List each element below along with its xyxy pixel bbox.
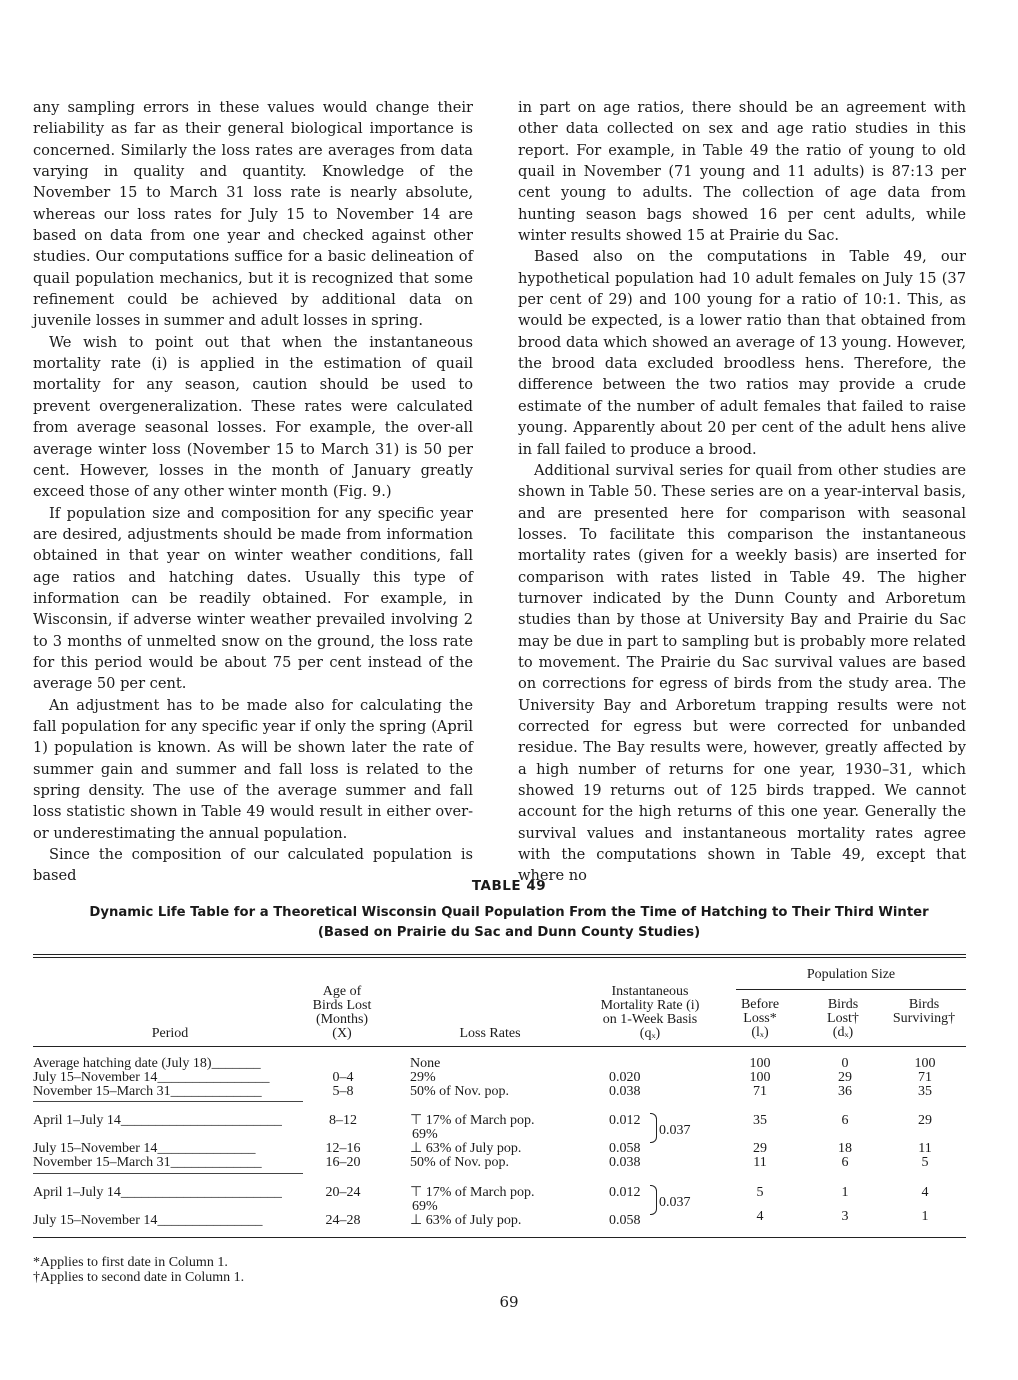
header-lost-line: Birds: [827, 997, 859, 1012]
paragraph: If population size and composition for any specific year are desired, adjustments should be made from information obtained in that year on winter weather conditions, fall age ratios and hatching dates. Usually this type of information can be readily obtained. For example, in Wisconsin, if adverse winter weather prevailed involving 2 to 3 months of unmelted snow on the ground, the loss rate for this period would be about 75 per cent instead of the average 50 per cent.: [33, 504, 473, 693]
footnote: †Applies to second date in Column 1.: [33, 1270, 245, 1285]
paragraph: Since the composition of our calculated population is based: [33, 846, 473, 885]
cell-period: Average hatching date (July 18)_______: [33, 1056, 261, 1071]
cell-period: July 15–November 14______________: [33, 1141, 256, 1156]
brace-symbol: [650, 1113, 657, 1143]
brace-symbol: [650, 1185, 657, 1215]
table-bottom-rule: [33, 1237, 966, 1238]
group-header-rule: [736, 989, 966, 990]
table-top-rule: [33, 954, 966, 955]
header-inst-line: on 1-Week Basis: [602, 1012, 698, 1027]
cell-loss: 29%: [410, 1070, 436, 1085]
cell-loss: ⊥ 63% of July pop.: [410, 1213, 522, 1228]
cell-loss: ⊥ 63% of July pop.: [410, 1141, 522, 1156]
cell-lost: 18: [838, 1141, 852, 1156]
cell-before: 4: [756, 1209, 764, 1224]
cell-lost: 1: [841, 1185, 849, 1200]
cell-age: 8–12: [329, 1113, 357, 1128]
left-text-column: [33, 97, 473, 887]
cell-before: 29: [753, 1141, 767, 1156]
cell-combined-inst: 0.037: [659, 1195, 691, 1210]
header-age-line: Age of: [322, 984, 362, 999]
cell-inst: 0.058: [609, 1213, 641, 1228]
period-group-rule: [33, 1173, 303, 1174]
cell-combined-loss: 69%: [412, 1127, 438, 1142]
cell-surviving: 5: [921, 1155, 929, 1170]
cell-inst: 0.012: [609, 1113, 641, 1128]
header-before-line: (lₓ): [751, 1025, 769, 1040]
table-title: [20, 903, 998, 943]
period-group-rule: [33, 1101, 303, 1102]
paragraph: Additional survival series for quail from other studies are shown in Table 50. These series are on a year-interval basis, and are presented here for comparison with seasonal losses. To facilitate this comparison the instantaneous mortality rates (given for a weekly basis) are inserted for comparison with rates listed in Table 49. The higher turnover indicated by the Dunn County and Arboretum studies than by those at University Bay and Prairie du Sac may be due in part to sampling but is probably more related to movement. The Prairie du Sac survival values are based on corrections for egress of birds from the study area. The University Bay and Arboretum trapping results were not corrected for egress but were corrected for unbanded residue. The Bay results were, however, greatly affected by a high number of returns for one year, 1930–31, which showed 19 returns out of 125 birds trapped. We cannot account for the high returns of this one year. Generally the survival values and instantaneous mortality rates agree with the computations shown in Table 49, except that where no: [518, 461, 966, 885]
cell-period: April 1–July 14_______________________: [33, 1185, 282, 1200]
cell-combined-loss: 69%: [412, 1199, 438, 1214]
cell-before: 100: [749, 1056, 771, 1071]
paragraph: any sampling errors in these values would change their reliability as far as their general biological importance is concerned. Similarly the loss rates are averages from data varying in quality and quantity. Knowledge of the November 15 to March 31 loss rate is nearly absolute, whereas our loss rates for July 15 to November 14 are based on data from one year and checked against other studies. Our computations suffice for a basic delineation of quail population mechanics, but it is recognized that some refinement could be achieved by additional data on juvenile losses in summer and adult losses in spring.: [33, 99, 473, 330]
header-before-line: Loss*: [743, 1011, 777, 1026]
cell-period: July 15–November 14________________: [33, 1070, 270, 1085]
header-loss-rates: Loss Rates: [459, 1026, 521, 1041]
cell-before: 71: [753, 1084, 767, 1099]
header-period: Period: [151, 1026, 189, 1041]
cell-period: November 15–March 31_____________: [33, 1155, 262, 1170]
cell-age: 16–20: [325, 1155, 361, 1170]
header-population-size: Population Size: [806, 967, 896, 982]
cell-age: 24–28: [325, 1213, 361, 1228]
header-inst-line: (qₓ): [639, 1026, 661, 1041]
cell-lost: 6: [841, 1113, 849, 1128]
cell-period: April 1–July 14_______________________: [33, 1113, 282, 1128]
cell-age: 20–24: [325, 1185, 361, 1200]
table-title-line: Dynamic Life Table for a Theoretical Wisconsin Quail Population From the Time of Hatching to Their Third Winter: [89, 905, 929, 920]
cell-surviving: 4: [921, 1185, 929, 1200]
header-age-line: Birds Lost: [312, 998, 372, 1013]
cell-before: 35: [753, 1113, 767, 1128]
cell-lost: 6: [841, 1155, 849, 1170]
table-header-rule: [33, 1046, 966, 1047]
header-lost-line: Lost†: [827, 1011, 859, 1026]
table-label: TABLE 49: [471, 878, 547, 894]
page-number: 69: [499, 1293, 519, 1311]
footnote: *Applies to first date in Column 1.: [33, 1255, 228, 1270]
paragraph: An adjustment has to be made also for calculating the fall population for any specific year if only the spring (April 1) population is known. As will be shown later the rate of summer gain and summer and fall loss is related to the spring density. The use of the average summer and fall loss statistic shown in Table 49 would result in either over- or underestimating the annual population.: [33, 696, 473, 842]
header-lost-line: (dₓ): [832, 1025, 854, 1040]
cell-lost: 29: [838, 1070, 852, 1085]
table-subtitle: (Based on Prairie du Sac and Dunn County Studies): [317, 925, 701, 940]
cell-before: 5: [756, 1185, 764, 1200]
header-inst-line: Mortality Rate (i): [600, 998, 700, 1013]
cell-surviving: 11: [918, 1141, 932, 1156]
cell-inst: 0.038: [609, 1155, 641, 1170]
cell-surviving: 29: [918, 1113, 932, 1128]
header-surviving-line: Surviving†: [892, 1011, 956, 1026]
cell-age: 12–16: [325, 1141, 361, 1156]
cell-surviving: 35: [918, 1084, 932, 1099]
paragraph: in part on age ratios, there should be an agreement with other data collected on sex and age ratio studies in this report. For example, in Table 49 the ratio of young to old quail in November (71 young and 11 adults) is 87:13 per cent young to adults. The collection of age data from hunting season bags showed 16 per cent adults, while winter results showed 15 at Prairie du Sac.: [518, 99, 966, 245]
cell-before: 100: [749, 1070, 771, 1085]
cell-loss: 50% of Nov. pop.: [410, 1084, 510, 1099]
cell-loss: None: [410, 1056, 441, 1071]
cell-lost: 36: [838, 1084, 852, 1099]
cell-age: 0–4: [332, 1070, 354, 1085]
cell-inst: 0.012: [609, 1185, 641, 1200]
cell-period: July 15–November 14_______________: [33, 1213, 263, 1228]
cell-age: 5–8: [332, 1084, 354, 1099]
table-top-rule: [33, 957, 966, 958]
header-age-line: (Months): [315, 1012, 369, 1027]
header-surviving-line: Birds: [908, 997, 940, 1012]
cell-surviving: 1: [921, 1209, 929, 1224]
cell-loss: ⊤ 17% of March pop.: [410, 1113, 535, 1128]
cell-before: 11: [753, 1155, 767, 1170]
cell-lost: 3: [841, 1209, 849, 1224]
header-before-line: Before: [740, 997, 780, 1012]
cell-combined-inst: 0.037: [659, 1123, 691, 1138]
cell-surviving: 71: [918, 1070, 932, 1085]
cell-inst: 0.058: [609, 1141, 641, 1156]
cell-lost: 0: [841, 1056, 849, 1071]
paragraph: We wish to point out that when the instantaneous mortality rate (i) is applied in the estimation of quail mortality for any season, caution should be used to prevent overgeneralization. These rates were calculated from average seasonal losses. For example, the over-all average winter loss (November 15 to March 31) is 50 per cent. However, losses in the month of January greatly exceed those of any other winter month (Fig. 9.): [33, 333, 473, 501]
header-inst-line: Instantaneous: [611, 984, 689, 999]
cell-surviving: 100: [914, 1056, 936, 1071]
paragraph: Based also on the computations in Table 49, our hypothetical population had 10 adult females on July 15 (37 per cent of 29) and 100 young for a ratio of 10:1. This, as would be expected, is a lower ratio than that obtained from brood data which showed an average of 13 young. However, the brood data excluded broodless hens. Therefore, the difference between the two ratios may provide a crude estimate of the number of adult females that failed to raise young. Apparently about 20 per cent of the adult hens alive in fall failed to produce a brood.: [518, 248, 966, 458]
cell-inst: 0.038: [609, 1084, 641, 1099]
cell-period: November 15–March 31_____________: [33, 1084, 262, 1099]
cell-inst: 0.020: [609, 1070, 641, 1085]
header-age-line: (X): [332, 1026, 352, 1041]
cell-loss: 50% of Nov. pop.: [410, 1155, 510, 1170]
right-text-column: [518, 97, 966, 887]
cell-loss: ⊤ 17% of March pop.: [410, 1185, 535, 1200]
